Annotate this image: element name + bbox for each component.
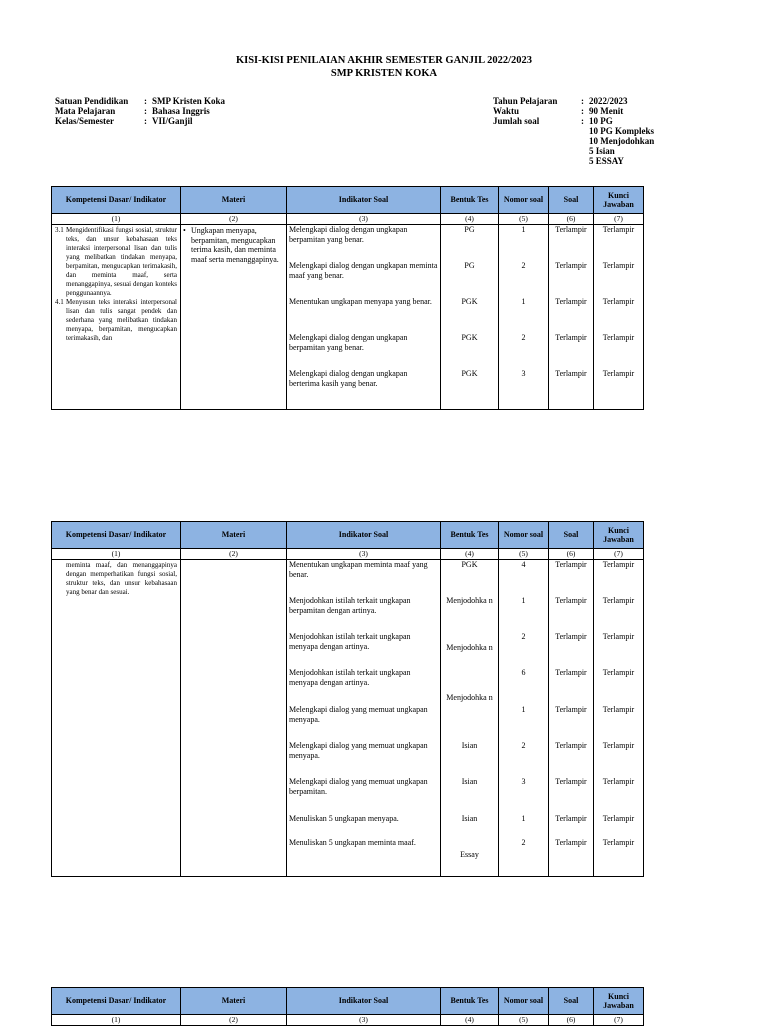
kisi-table-3 [51,987,644,1026]
bentuk-text: Essay [460,850,479,859]
info-label: Mata Pelajaran [55,106,116,116]
soal-text: Terlampir [555,668,587,677]
nomor-text: 4 [521,560,526,569]
soal-text: Terlampir [555,261,587,270]
info-value: 10 PG [589,116,613,126]
info-value-extra: 5 Isian [589,146,615,156]
indikator-text: Melengkapi dialog dengan ungkapan berterima kasih yang benar. [289,369,408,388]
header-soal: Soal [549,187,594,214]
column-number: (2) [181,214,287,225]
exam-info [493,96,654,166]
column-number: (5) [499,1015,549,1026]
nomor-text: 2 [521,741,526,750]
column-number: (4) [441,1015,499,1026]
column-number: (3) [287,214,441,225]
soal-text: Terlampir [555,333,587,342]
nomor-text: 1 [521,297,526,306]
bentuk-text: PG [464,261,475,270]
indikator-text: Menentukan ungkapan meminta maaf yang benar. [289,560,428,579]
header-kd: Kompetensi Dasar/ Indikator [52,988,181,1015]
bentuk-text: Menjodohka n [446,693,493,702]
info-row [493,106,654,116]
info-value-extra: 10 PG Kompleks [589,126,655,136]
kunci-text: Terlampir [602,632,635,641]
header-soal: Soal [549,988,594,1015]
info-label: Tahun Pelajaran [493,96,558,106]
header-kd: Kompetensi Dasar/ Indikator [52,187,181,214]
soal-text: Terlampir [555,705,587,714]
column-number: (1) [52,214,181,225]
column-number: (6) [549,549,594,560]
info-value: VII/Ganjil [152,116,193,126]
column-number: (5) [499,549,549,560]
info-row [55,96,225,106]
column-number: (6) [549,214,594,225]
table-header-row [52,522,644,549]
document-title [0,54,768,80]
kunci-text: Terlampir [602,297,635,306]
kd-text: Menyusun teks interaksi interpersonal lisan dan tulis sangat pendek dan sederhana yang melibatkan tindakan menyapa, berpamitan, mengucapkan terimakasih, dan [66,298,177,342]
column-number: (1) [52,549,181,560]
info-colon: : [144,116,147,126]
kunci-text: Terlampir [602,225,635,234]
bentuk-text: Isian [461,777,478,786]
header-kunci: Kunci Jawaban [594,522,644,549]
kunci-text: Terlampir [602,705,635,714]
info-colon: : [144,96,147,106]
kunci-text: Terlampir [602,560,635,569]
soal-text: Terlampir [555,814,587,823]
nomor-text: 1 [521,814,526,823]
table-row [52,225,644,410]
header-kunci: Kunci Jawaban [594,988,644,1015]
indikator-text: Melengkapi dialog yang memuat ungkapan menyapa. [289,705,428,724]
header-bentuk: Bentuk Tes [441,988,499,1015]
title-line-2: SMP KRISTEN KOKA [330,68,438,79]
kd-number: 3.1 [55,226,64,234]
header-nomor: Nomor soal [499,522,549,549]
column-number: (4) [441,549,499,560]
soal-text: Terlampir [555,560,587,569]
kunci-text: Terlampir [602,668,635,677]
info-label: Waktu [493,106,520,116]
indikator-text: Melengkapi dialog dengan ungkapan berpamitan yang benar. [289,225,408,244]
kd-text: meminta maaf, dan menanggapinya dengan memperhatikan fungsi sosial, struktur teks, dan unsur kebahasaan yang benar dan sesuai. [66,561,177,596]
nomor-text: 3 [521,777,526,786]
kunci-text: Terlampir [602,369,635,378]
nomor-text: 1 [521,596,526,605]
kd-number: 4.1 [55,298,64,306]
info-row [493,116,654,126]
bentuk-text: PGK [461,333,478,342]
nomor-cell [499,560,549,877]
indikator-text: Menentukan ungkapan menyapa yang benar. [289,297,432,306]
info-label: Satuan Pendidikan [55,96,129,106]
kunci-text: Terlampir [602,741,635,750]
bentuk-text: Menjodohka n [446,596,493,605]
info-label: Kelas/Semester [55,116,114,126]
indikator-text: Melengkapi dialog yang memuat ungkapan menyapa. [289,741,428,760]
soal-text: Terlampir [555,596,587,605]
kisi-table-2 [51,521,644,877]
kunci-text: Terlampir [602,777,635,786]
kd-cell [52,225,181,410]
nomor-text: 2 [521,632,526,641]
kd-paragraph [55,226,177,298]
column-number-row [52,214,644,225]
kd-paragraph [55,298,177,343]
nomor-text: 2 [521,261,526,270]
column-number-row [52,549,644,560]
soal-text: Terlampir [555,777,587,786]
kunci-text: Terlampir [602,333,635,342]
indikator-text: Menjodohkan istilah terkait ungkapan menyapa dengan artinya. [289,668,411,687]
materi-cell [181,560,287,877]
materi-cell [181,225,287,410]
column-number: (7) [594,549,644,560]
info-colon: : [581,116,584,126]
column-number: (2) [181,1015,287,1026]
column-number: (4) [441,214,499,225]
info-value-extra: 5 ESSAY [589,156,624,166]
header-materi: Materi [181,988,287,1015]
nomor-cell [499,225,549,410]
soal-text: Terlampir [555,632,587,641]
bentuk-text: PGK [461,297,478,306]
column-number: (7) [594,214,644,225]
soal-text: Terlampir [555,741,587,750]
soal-text: Terlampir [555,297,587,306]
info-value: SMP Kristen Koka [152,96,226,106]
header-kd: Kompetensi Dasar/ Indikator [52,522,181,549]
column-number: (1) [52,1015,181,1026]
kd-text: Mengidentifikasi fungsi sosial, struktur teks, dan unsur kebahasaan teks interaksi interpersonal lisan dan tulis yang melibatkan tindakan menyapa, berpamitan, mengucapkan terimakasih, dan meminta maaf, serta menanggapinya, sesuai dengan konteks penggunaannya. [66,226,177,297]
header-indikator: Indikator Soal [287,522,441,549]
kd-cell [52,560,181,877]
nomor-text: 1 [521,225,526,234]
header-materi: Materi [181,522,287,549]
header-bentuk: Bentuk Tes [441,187,499,214]
column-number: (6) [549,1015,594,1026]
column-number: (3) [287,1015,441,1026]
info-row [55,106,225,116]
nomor-text: 2 [521,333,526,342]
soal-cell [549,225,594,410]
info-value: 90 Menit [589,106,624,116]
soal-text: Terlampir [555,369,587,378]
header-materi: Materi [181,187,287,214]
bentuk-text: Isian [461,741,478,750]
column-number: (7) [594,1015,644,1026]
bentuk-text: Menjodohka n [446,643,493,652]
header-kunci: Kunci Jawaban [594,187,644,214]
bentuk-cell [441,225,499,410]
column-number: (2) [181,549,287,560]
info-value: 2022/2023 [589,96,628,106]
nomor-text: 6 [521,668,526,677]
info-colon: : [581,106,584,116]
header-nomor: Nomor soal [499,988,549,1015]
indikator-cell [287,225,441,410]
info-row [493,96,654,106]
table-row [52,560,644,877]
info-value: Bahasa Inggris [152,106,210,116]
school-info [55,96,225,126]
table-header-row [52,187,644,214]
table-header-row [52,988,644,1015]
bentuk-text: PGK [461,560,478,569]
header-bentuk: Bentuk Tes [441,522,499,549]
kunci-text: Terlampir [602,596,635,605]
soal-text: Terlampir [555,225,587,234]
nomor-text: 2 [521,838,526,847]
nomor-text: 3 [521,369,526,378]
bentuk-text: PGK [461,369,478,378]
indikator-text: Melengkapi dialog yang memuat ungkapan berpamitan. [289,777,428,796]
indikator-cell [287,560,441,877]
column-number: (3) [287,549,441,560]
indikator-text: Melengkapi dialog dengan ungkapan meminta maaf yang benar. [289,261,438,280]
kunci-text: Terlampir [602,261,635,270]
soal-text: Terlampir [555,838,587,847]
soal-cell [549,560,594,877]
header-indikator: Indikator Soal [287,988,441,1015]
indikator-text: Menuliskan 5 ungkapan menyapa. [289,814,399,823]
title-line-1: KISI-KISI PENILAIAN AKHIR SEMESTER GANJIL 2022/2023 [235,55,533,66]
materi-text: Ungkapan menyapa, berpamitan, mengucapkan terima kasih, dan meminta maaf serta menanggapinya. [191,226,279,264]
nomor-text: 1 [521,705,526,714]
header-soal: Soal [549,522,594,549]
bentuk-cell [441,560,499,877]
bullet-icon: • [183,226,186,235]
info-colon: : [144,106,147,116]
info-colon: : [581,96,584,106]
column-number: (5) [499,214,549,225]
kunci-cell [594,560,644,877]
info-row [55,116,225,126]
header-nomor: Nomor soal [499,187,549,214]
indikator-text: Melengkapi dialog dengan ungkapan berpamitan yang benar. [289,333,408,352]
kisi-table-1 [51,186,644,410]
indikator-text: Menuliskan 5 ungkapan meminta maaf. [289,838,416,847]
materi-bullet-item [183,226,283,264]
info-value-extra: 10 Menjodohkan [589,136,655,146]
kunci-text: Terlampir [602,814,635,823]
indikator-text: Menjodohkan istilah terkait ungkapan menyapa dengan artinya. [289,632,411,651]
bentuk-text: Isian [461,814,478,823]
header-indikator: Indikator Soal [287,187,441,214]
kunci-cell [594,225,644,410]
bentuk-text: PG [464,225,475,234]
indikator-text: Menjodohkan istilah terkait ungkapan berpamitan dengan artinya. [289,596,411,615]
kunci-text: Terlampir [602,838,635,847]
info-label: Jumlah soal [493,116,540,126]
